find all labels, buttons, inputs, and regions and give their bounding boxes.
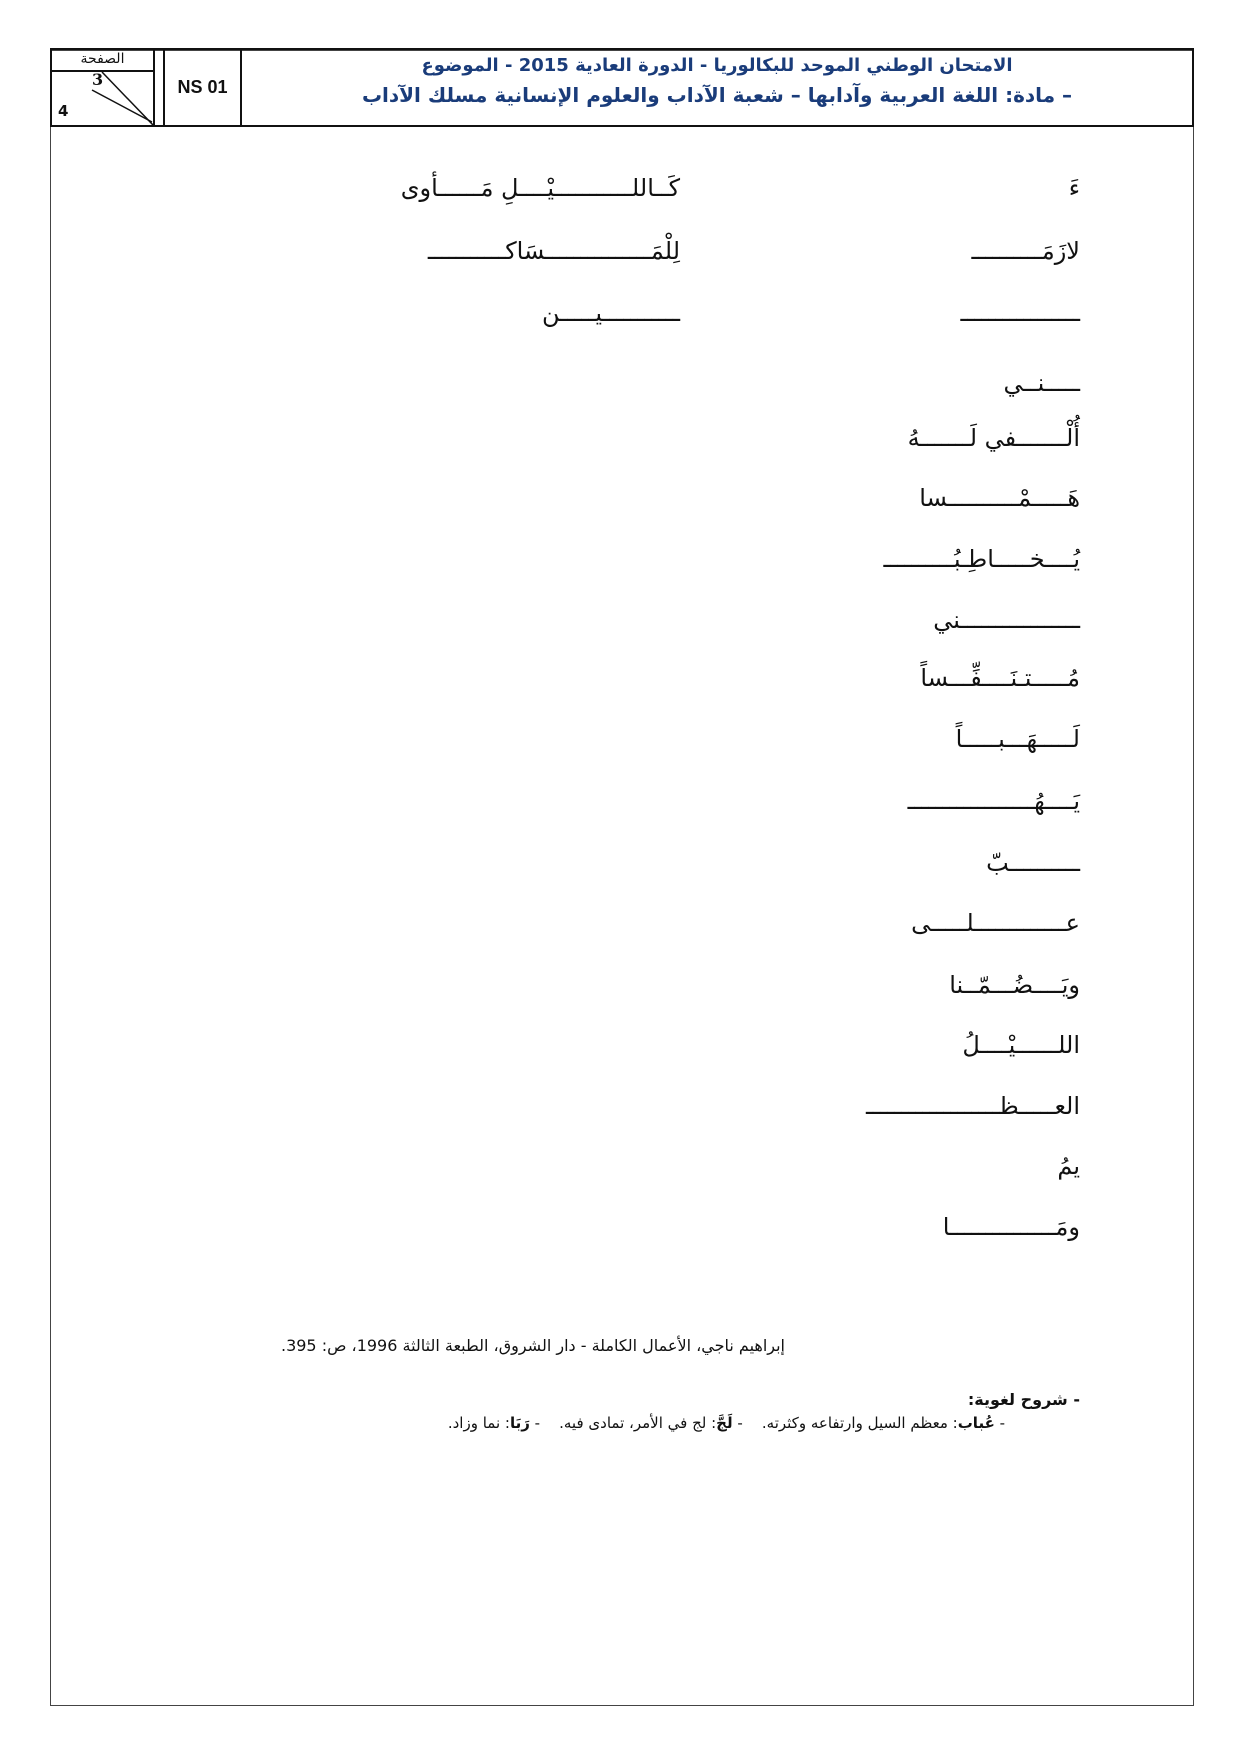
poem-line: ـــــــــــــــــني [933,606,1080,634]
poem-line: ــــــــــبّ [986,849,1080,877]
poem-line: مُـــــتـنَــــفِّـــساً [920,664,1080,692]
poem-line: يمُ [1057,1152,1080,1180]
poem-line: لازَمَــــــــــ [971,237,1080,265]
glossary-definition: : معظم السيل وارتفاعه وكثرته. [761,1414,958,1432]
poem-line: ـــــــــــــــــ [960,299,1080,327]
poem-line: ـــــنــي [1003,369,1080,397]
poem-source: إبراهيم ناجي، الأعمال الكاملة - دار الشروق، الطبعة الثالثة 1996، ص: 395. [280,1336,785,1355]
poem-line: عـــــــــــــلـــــى [911,909,1080,937]
poem-line: ءَ [1068,174,1080,202]
subject-title: – مادة: اللغة العربية وآدابها – شعبة الآداب والعلوم الإنسانية مسلك الآداب [361,83,1073,107]
page-label: الصفحة [52,50,153,72]
poem-line: العـــــظـــــــــــــــــــ [866,1092,1080,1120]
poem-line: لِلْمَـــــــــــــــسَاكـــــــــــ [427,237,680,265]
glossary-item: - لَجَّ: لج في الأمر، تمادى فيه. [559,1414,743,1432]
glossary-items [448,1414,1005,1432]
poem-line: لَـــــهَـــبـــــاً [955,725,1080,753]
poem-line: هَـــــمْــــــــــسا [919,484,1080,512]
page-current: 3 [92,70,104,89]
poem-line: ـــــــــــيـــــن [541,299,680,327]
glossary-definition: : لج في الأمر، تمادى فيه. [559,1414,717,1432]
page-total: 4 [58,102,69,120]
exam-code: NS 01 [163,50,242,125]
poem-line: يَــــهُــــــــــــــــــ [907,787,1080,815]
poem-line: ومَـــــــــــــــا [942,1213,1080,1241]
glossary-item: - عُباب: معظم السيل وارتفاعه وكثرته. [761,1414,1005,1432]
glossary-term: رَبَا [509,1414,530,1432]
poem-line: يُــــخـــــاطِـبُــــــــــ [883,545,1080,573]
exam-title: الامتحان الوطني الموحد للبكالوريا - الدورة العادية 2015 - الموضوع [421,55,1013,76]
glossary-term: لَجَّ [716,1414,733,1432]
glossary-term: عُباب [957,1414,995,1432]
glossary-definition: : نما وزاد. [447,1414,510,1432]
poem-line: ويَــــضُـــمّــنا [949,971,1080,999]
poem-line: كَــاللـــــــــــيْــــلِ مَــــــأوى [400,174,680,202]
poem-line: اللــــــيْــــلُ [962,1031,1080,1059]
glossary-item: - رَبَا: نما وزاد. [447,1414,541,1432]
glossary-title: - شروح لغوية: [967,1390,1080,1409]
poem-line: أُلْـــــــفي لَـــــــهُ [907,424,1080,452]
